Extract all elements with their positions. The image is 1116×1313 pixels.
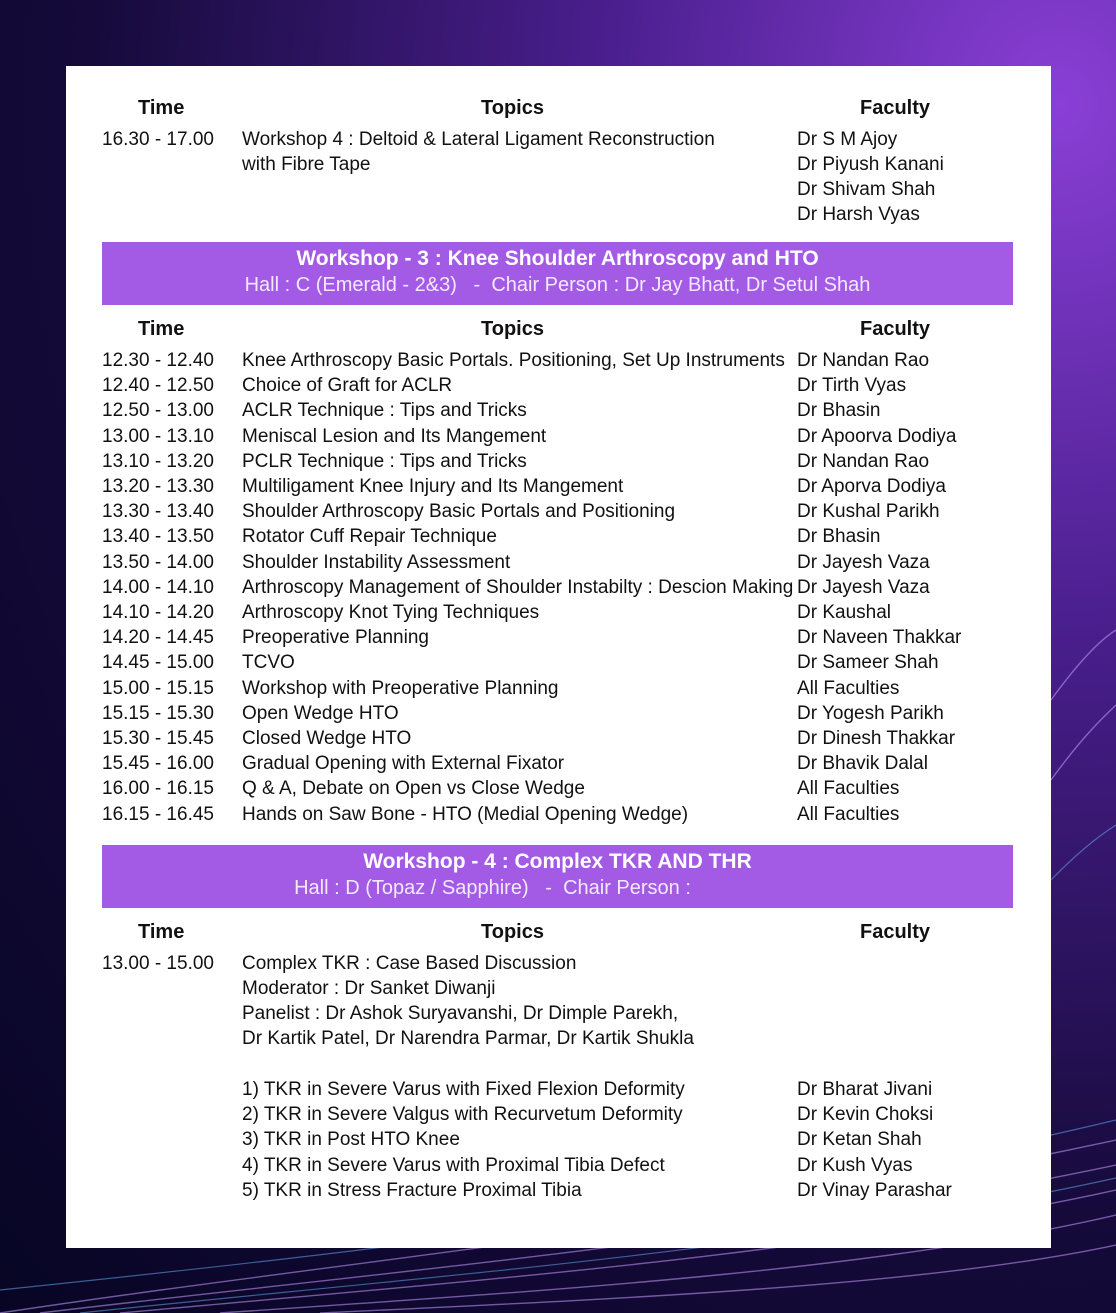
faculty-header: Faculty [860,318,931,340]
session-topic: Multiligament Knee Injury and Its Mangement [242,476,624,497]
session-topic: 3) TKR in Post HTO Knee [242,1129,460,1151]
session-time: 14.10 - 14.20 [102,602,214,623]
faculty-name: Dr Dinesh Thakkar [797,728,956,749]
faculty-name: Dr Kushal Parikh [797,501,940,523]
session-time: 15.30 - 15.45 [102,728,214,749]
session-time: 16.30 - 17.00 [102,129,214,150]
session-time: 13.30 - 13.40 [102,501,214,523]
faculty-name: Dr Bharat Jivani [797,1079,933,1100]
faculty-name: Dr Harsh Vyas [797,204,920,225]
faculty-name: Dr Naveen Thakkar [797,627,962,649]
workshop-4-title: Workshop - 4 : Complex TKR AND THR [363,850,752,873]
faculty-name: Dr Shivam Shah [797,179,936,200]
session-time: 14.45 - 15.00 [102,652,214,674]
session-topic: Rotator Cuff Repair Technique [242,526,497,548]
session-topic-line: Complex TKR : Case Based Discussion [242,953,577,974]
time-header: Time [138,921,185,943]
faculty-name: Dr Piyush Kanani [797,154,944,175]
session-time: 14.00 - 14.10 [102,576,214,598]
workshop-3-banner [102,242,1013,305]
faculty-name: Dr Nandan Rao [797,450,930,472]
session-time: 13.50 - 14.00 [102,551,214,573]
session-topic: Gradual Opening with External Fixator [242,753,565,775]
session-time: 12.30 - 12.40 [102,350,214,371]
topics-header: Topics [481,318,544,340]
session-topic: Arthroscopy Knot Tying Techniques [242,602,540,623]
session-topic: 4) TKR in Severe Varus with Proximal Tibia Defect [242,1154,665,1176]
session-topic: Q & A, Debate on Open vs Close Wedge [242,778,585,800]
faculty-name: Dr Vinay Parashar [797,1179,952,1201]
session-time: 15.45 - 16.00 [102,753,214,775]
session-topic: Choice of Graft for ACLR [242,375,453,397]
faculty-name: Dr S M Ajoy [797,129,898,150]
session-time: 12.40 - 12.50 [102,375,214,397]
session-topic: Preoperative Planning [242,627,429,649]
session-topic: 2) TKR in Severe Valgus with Recurvetum Deformity [242,1104,683,1126]
faculty-name: Dr Kevin Choksi [797,1104,934,1126]
faculty-name: Dr Tirth Vyas [797,375,907,397]
session-topic: PCLR Technique : Tips and Tricks [242,450,527,472]
faculty-name: All Faculties [797,778,900,800]
session-topic: Open Wedge HTO [242,702,399,724]
panelist-line: Dr Kartik Patel, Dr Narendra Parmar, Dr Kartik Shukla [242,1028,694,1049]
session-time: 12.50 - 13.00 [102,400,214,422]
session-time: 16.00 - 16.15 [102,778,214,800]
moderator-line: Moderator : Dr Sanket Diwanji [242,978,496,999]
session-time: 13.00 - 13.10 [102,425,214,447]
workshop-3-subtitle: Hall : C (Emerald - 2&3) - Chair Person : Dr Jay Bhatt, Dr Setul Shah [244,274,871,296]
session-time: 14.20 - 14.45 [102,627,214,649]
session-topic: Workshop with Preoperative Planning [242,677,559,699]
session-time: 13.00 - 15.00 [102,953,214,974]
session-topic-line: with Fibre Tape [242,154,371,175]
session-topic: TCVO [242,652,295,674]
faculty-name: Dr Jayesh Vaza [797,576,930,598]
session-topic: Hands on Saw Bone - HTO (Medial Opening Wedge) [242,803,689,825]
faculty-name: Dr Bhasin [797,400,881,422]
session-topic: 5) TKR in Stress Fracture Proximal Tibia [242,1179,582,1201]
session-topic: Shoulder Instability Assessment [242,551,511,573]
session-time: 15.15 - 15.30 [102,702,214,724]
faculty-name: Dr Bhavik Dalal [797,753,928,775]
time-header: Time [138,97,185,119]
topics-header: Topics [481,921,544,943]
faculty-name: Dr Kaushal [797,602,891,623]
faculty-name: Dr Ketan Shah [797,1129,922,1151]
session-topic: Shoulder Arthroscopy Basic Portals and Positioning [242,501,676,523]
faculty-name: Dr Aporva Dodiya [797,476,946,497]
session-time: 13.20 - 13.30 [102,476,214,497]
faculty-header: Faculty [860,97,931,119]
session-time: 16.15 - 16.45 [102,803,214,825]
faculty-name: All Faculties [797,803,900,825]
session-topic-line: Workshop 4 : Deltoid & Lateral Ligament Reconstruction [242,129,715,150]
session-time: 13.40 - 13.50 [102,526,214,548]
faculty-name: Dr Yogesh Parikh [797,702,944,724]
session-topic: ACLR Technique : Tips and Tricks [242,400,527,422]
faculty-header: Faculty [860,921,931,943]
workshop-4-subtitle: Hall : D (Topaz / Sapphire) - Chair Person : [294,877,691,899]
panelist-line: Panelist : Dr Ashok Suryavanshi, Dr Dimple Parekh, [242,1003,679,1024]
topics-header: Topics [481,97,544,119]
faculty-name: Dr Kush Vyas [797,1154,913,1176]
workshop-3-title: Workshop - 3 : Knee Shoulder Arthroscopy and HTO [296,247,819,270]
schedule-sheet [66,66,1051,1248]
session-topic: Meniscal Lesion and Its Mangement [242,425,547,447]
faculty-name: Dr Bhasin [797,526,881,548]
faculty-name: Dr Nandan Rao [797,350,930,371]
workshop-4-banner [102,845,1013,908]
faculty-name: Dr Apoorva Dodiya [797,425,957,447]
session-topic: Closed Wedge HTO [242,728,412,749]
time-header: Time [138,318,185,340]
faculty-name: Dr Jayesh Vaza [797,551,930,573]
session-time: 13.10 - 13.20 [102,450,214,472]
session-topic: Knee Arthroscopy Basic Portals. Positioning, Set Up Instruments [242,350,785,371]
session-topic: 1) TKR in Severe Varus with Fixed Flexion Deformity [242,1079,685,1100]
faculty-name: All Faculties [797,677,900,699]
session-topic: Arthroscopy Management of Shoulder Instabilty : Descion Making [242,576,794,598]
faculty-name: Dr Sameer Shah [797,652,939,674]
session-time: 15.00 - 15.15 [102,677,214,699]
